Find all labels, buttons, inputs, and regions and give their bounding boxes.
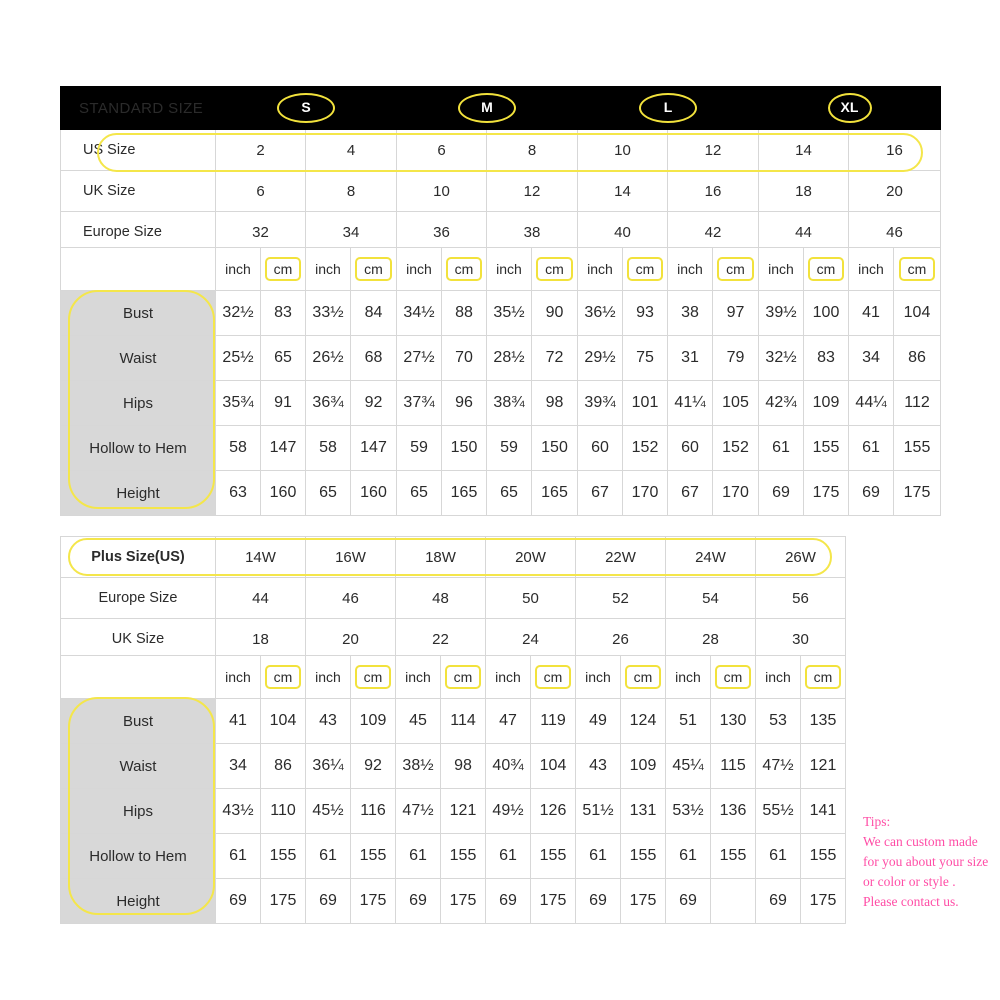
cell-plus-bust-2: 43 [306, 699, 351, 744]
cell-plus-hips-9: 131 [621, 789, 666, 834]
size-badge-cell-s [216, 87, 397, 130]
plus-unit-cm-box-2: cm [445, 665, 482, 689]
plus-unit-cm-3 [531, 656, 576, 699]
plus-measure-label-hips: Hips [61, 789, 216, 834]
cell-plus-uk-0: 18 [216, 619, 306, 660]
plus-measure-label-hollow-to-hem: Hollow to Hem [61, 834, 216, 879]
cell-plus-height-9: 175 [621, 879, 666, 924]
cell-plus-waist-7: 104 [531, 744, 576, 789]
cell-hollow-6: 59 [487, 426, 532, 471]
cell-waist-9: 75 [623, 336, 668, 381]
row-label-plus-uk-size: UK Size [61, 619, 216, 660]
unit-cm-2 [442, 248, 487, 291]
cell-bust-1: 83 [261, 291, 306, 336]
tips-line-0: Tips: [863, 814, 891, 829]
cell-height-5: 165 [442, 471, 487, 516]
cell-bust-7: 90 [532, 291, 578, 336]
cell-hips-13: 109 [804, 381, 849, 426]
cell-plus-bust-6: 47 [486, 699, 531, 744]
unit-cm-3 [532, 248, 578, 291]
cell-plus-uk-3: 24 [486, 619, 576, 660]
cell-hollow-8: 60 [578, 426, 623, 471]
row-label-plus-size-us: Plus Size(US) [61, 537, 216, 578]
cell-uk-size-5: 16 [668, 171, 759, 212]
plus-unit-inch-2: inch [396, 656, 441, 699]
cell-plus-europe-5: 54 [666, 578, 756, 619]
plus-unit-inch-3: inch [486, 656, 531, 699]
unit-cm-6 [804, 248, 849, 291]
cell-plus-size-2: 18W [396, 537, 486, 578]
size-badge-cell-xl [759, 87, 941, 130]
cell-waist-13: 83 [804, 336, 849, 381]
cell-plus-bust-8: 49 [576, 699, 621, 744]
cell-height-4: 65 [397, 471, 442, 516]
cell-plus-waist-4: 38½ [396, 744, 441, 789]
table-row-plus-uk-size [61, 619, 846, 660]
cell-hollow-5: 150 [442, 426, 487, 471]
cell-plus-waist-11: 115 [711, 744, 756, 789]
cell-plus-height-12: 69 [756, 879, 801, 924]
measure-label-hollow-to-hem: Hollow to Hem [61, 426, 216, 471]
unit-inch-4: inch [578, 248, 623, 291]
cell-plus-hollow-5: 155 [441, 834, 486, 879]
cell-hollow-4: 59 [397, 426, 442, 471]
cell-plus-waist-12: 47½ [756, 744, 801, 789]
cell-plus-uk-2: 22 [396, 619, 486, 660]
unit-inch-2: inch [397, 248, 442, 291]
cell-uk-size-7: 20 [849, 171, 941, 212]
unit-cm-box-0: cm [265, 257, 302, 281]
size-badge-s: S [277, 93, 335, 123]
plus-unit-cm-6 [801, 656, 846, 699]
cell-hollow-10: 60 [668, 426, 713, 471]
cell-hips-11: 105 [713, 381, 759, 426]
tips-line-2: for you about your size [863, 854, 989, 869]
unit-cm-box-4: cm [627, 257, 664, 281]
cell-plus-hollow-1: 155 [261, 834, 306, 879]
cell-hollow-13: 155 [804, 426, 849, 471]
cell-plus-hollow-4: 61 [396, 834, 441, 879]
cell-plus-hollow-10: 61 [666, 834, 711, 879]
cell-waist-0: 25½ [216, 336, 261, 381]
cell-bust-6: 35½ [487, 291, 532, 336]
table-row-plus-hollow-to-hem [61, 834, 846, 879]
cell-plus-europe-4: 52 [576, 578, 666, 619]
cell-plus-waist-10: 45¼ [666, 744, 711, 789]
cell-hollow-1: 147 [261, 426, 306, 471]
cell-plus-hips-2: 45½ [306, 789, 351, 834]
cell-plus-uk-4: 26 [576, 619, 666, 660]
cell-height-15: 175 [894, 471, 941, 516]
plus-unit-cm-4 [621, 656, 666, 699]
cell-height-14: 69 [849, 471, 894, 516]
cell-plus-height-8: 69 [576, 879, 621, 924]
table-row-us-size [61, 130, 941, 171]
cell-plus-europe-0: 44 [216, 578, 306, 619]
cell-plus-size-0: 14W [216, 537, 306, 578]
cell-hips-9: 101 [623, 381, 668, 426]
unit-cm-box-7: cm [899, 257, 936, 281]
plus-unit-cm-box-3: cm [535, 665, 572, 689]
cell-us-size-5: 12 [668, 130, 759, 171]
cell-europe-size-1: 34 [306, 212, 397, 253]
cell-us-size-0: 2 [216, 130, 306, 171]
cell-bust-2: 33½ [306, 291, 351, 336]
plus-unit-inch-0: inch [216, 656, 261, 699]
cell-uk-size-6: 18 [759, 171, 849, 212]
cell-hips-2: 36¾ [306, 381, 351, 426]
unit-inch-7: inch [849, 248, 894, 291]
cell-plus-waist-9: 109 [621, 744, 666, 789]
cell-plus-europe-6: 56 [756, 578, 846, 619]
cell-plus-hips-4: 47½ [396, 789, 441, 834]
cell-plus-hollow-2: 61 [306, 834, 351, 879]
cell-plus-hips-5: 121 [441, 789, 486, 834]
plus-measure-label-bust: Bust [61, 699, 216, 744]
cell-waist-12: 32½ [759, 336, 804, 381]
plus-unit-cm-box-5: cm [715, 665, 752, 689]
cell-plus-height-7: 175 [531, 879, 576, 924]
cell-bust-13: 100 [804, 291, 849, 336]
plus-unit-inch-6: inch [756, 656, 801, 699]
unit-cm-box-6: cm [808, 257, 845, 281]
unit-cm-box-2: cm [446, 257, 483, 281]
plus-unit-cm-5 [711, 656, 756, 699]
unit-cm-box-5: cm [717, 257, 754, 281]
cell-height-11: 170 [713, 471, 759, 516]
cell-hips-12: 42¾ [759, 381, 804, 426]
cell-height-13: 175 [804, 471, 849, 516]
cell-plus-hips-11: 136 [711, 789, 756, 834]
cell-plus-waist-8: 43 [576, 744, 621, 789]
cell-plus-height-1: 175 [261, 879, 306, 924]
cell-waist-5: 70 [442, 336, 487, 381]
cell-plus-height-11 [711, 879, 756, 924]
unit-cm-1 [351, 248, 397, 291]
cell-uk-size-3: 12 [487, 171, 578, 212]
cell-europe-size-6: 44 [759, 212, 849, 253]
plus-unit-inch-5: inch [666, 656, 711, 699]
cell-bust-8: 36½ [578, 291, 623, 336]
cell-plus-uk-5: 28 [666, 619, 756, 660]
table-row-plus-height [61, 879, 846, 924]
cell-plus-bust-11: 130 [711, 699, 756, 744]
cell-plus-hollow-6: 61 [486, 834, 531, 879]
cell-hips-15: 112 [894, 381, 941, 426]
cell-plus-hips-6: 49½ [486, 789, 531, 834]
standard-unit-row [61, 248, 941, 291]
cell-height-6: 65 [487, 471, 532, 516]
cell-bust-3: 84 [351, 291, 397, 336]
cell-europe-size-0: 32 [216, 212, 306, 253]
table-row-bust [61, 291, 941, 336]
cell-us-size-7: 16 [849, 130, 941, 171]
plus-unit-cm-1 [351, 656, 396, 699]
cell-plus-size-4: 22W [576, 537, 666, 578]
cell-plus-height-3: 175 [351, 879, 396, 924]
cell-height-12: 69 [759, 471, 804, 516]
cell-europe-size-2: 36 [397, 212, 487, 253]
unit-inch-0: inch [216, 248, 261, 291]
cell-height-1: 160 [261, 471, 306, 516]
cell-hips-10: 41¼ [668, 381, 713, 426]
cell-hips-8: 39¾ [578, 381, 623, 426]
cell-plus-height-5: 175 [441, 879, 486, 924]
cell-bust-0: 32½ [216, 291, 261, 336]
measure-label-hips: Hips [61, 381, 216, 426]
size-badge-m: M [458, 93, 516, 123]
cell-plus-size-1: 16W [306, 537, 396, 578]
unit-cm-box-3: cm [536, 257, 573, 281]
plus-unit-row-label [61, 656, 216, 699]
cell-plus-waist-3: 92 [351, 744, 396, 789]
cell-plus-height-6: 69 [486, 879, 531, 924]
cell-uk-size-4: 14 [578, 171, 668, 212]
cell-plus-height-13: 175 [801, 879, 846, 924]
cell-height-3: 160 [351, 471, 397, 516]
cell-plus-bust-1: 104 [261, 699, 306, 744]
cell-plus-waist-6: 40¾ [486, 744, 531, 789]
cell-plus-height-4: 69 [396, 879, 441, 924]
cell-hollow-9: 152 [623, 426, 668, 471]
tips-note [863, 812, 993, 912]
plus-size-table [60, 536, 846, 660]
cell-waist-7: 72 [532, 336, 578, 381]
cell-plus-hollow-7: 155 [531, 834, 576, 879]
cell-europe-size-5: 42 [668, 212, 759, 253]
size-badge-l: L [639, 93, 697, 123]
cell-plus-bust-4: 45 [396, 699, 441, 744]
cell-waist-4: 27½ [397, 336, 442, 381]
cell-hips-0: 35¾ [216, 381, 261, 426]
table-row-plus-hips [61, 789, 846, 834]
cell-hips-5: 96 [442, 381, 487, 426]
cell-plus-hollow-12: 61 [756, 834, 801, 879]
plus-measure-label-waist: Waist [61, 744, 216, 789]
cell-bust-11: 97 [713, 291, 759, 336]
cell-plus-hips-7: 126 [531, 789, 576, 834]
standard-measurements-table [60, 247, 941, 516]
table-row-uk-size [61, 171, 941, 212]
cell-europe-size-3: 38 [487, 212, 578, 253]
cell-plus-bust-5: 114 [441, 699, 486, 744]
cell-plus-size-6: 26W [756, 537, 846, 578]
cell-plus-bust-7: 119 [531, 699, 576, 744]
cell-plus-hollow-13: 155 [801, 834, 846, 879]
table-row-plus-bust [61, 699, 846, 744]
plus-measure-label-height: Height [61, 879, 216, 924]
table-row-hips [61, 381, 941, 426]
cell-hollow-7: 150 [532, 426, 578, 471]
plus-unit-inch-1: inch [306, 656, 351, 699]
cell-plus-bust-10: 51 [666, 699, 711, 744]
cell-plus-uk-1: 20 [306, 619, 396, 660]
cell-height-8: 67 [578, 471, 623, 516]
cell-hollow-11: 152 [713, 426, 759, 471]
cell-hollow-3: 147 [351, 426, 397, 471]
cell-us-size-2: 6 [397, 130, 487, 171]
plus-unit-cm-box-6: cm [805, 665, 842, 689]
standard-size-table [60, 86, 941, 253]
unit-inch-1: inch [306, 248, 351, 291]
cell-hollow-15: 155 [894, 426, 941, 471]
cell-plus-waist-1: 86 [261, 744, 306, 789]
row-label-uk-size: UK Size [61, 171, 216, 212]
cell-plus-hips-1: 110 [261, 789, 306, 834]
cell-height-9: 170 [623, 471, 668, 516]
cell-plus-hips-10: 53½ [666, 789, 711, 834]
table-row-waist [61, 336, 941, 381]
size-badge-cell-l [578, 87, 759, 130]
unit-cm-4 [623, 248, 668, 291]
cell-bust-4: 34½ [397, 291, 442, 336]
cell-height-0: 63 [216, 471, 261, 516]
cell-europe-size-7: 46 [849, 212, 941, 253]
cell-hollow-12: 61 [759, 426, 804, 471]
cell-waist-8: 29½ [578, 336, 623, 381]
cell-bust-5: 88 [442, 291, 487, 336]
cell-plus-waist-13: 121 [801, 744, 846, 789]
unit-cm-7 [894, 248, 941, 291]
cell-bust-10: 38 [668, 291, 713, 336]
cell-plus-hips-12: 55½ [756, 789, 801, 834]
tips-line-3: or color or style . [863, 874, 956, 889]
cell-plus-height-10: 69 [666, 879, 711, 924]
table-row-height [61, 471, 941, 516]
plus-unit-cm-2 [441, 656, 486, 699]
table-row-plus-europe-size [61, 578, 846, 619]
unit-cm-0 [261, 248, 306, 291]
plus-unit-cm-box-4: cm [625, 665, 662, 689]
measure-label-waist: Waist [61, 336, 216, 381]
cell-hollow-0: 58 [216, 426, 261, 471]
plus-unit-cm-box-1: cm [355, 665, 392, 689]
cell-bust-14: 41 [849, 291, 894, 336]
unit-inch-3: inch [487, 248, 532, 291]
cell-waist-3: 68 [351, 336, 397, 381]
cell-waist-15: 86 [894, 336, 941, 381]
cell-plus-bust-0: 41 [216, 699, 261, 744]
unit-cm-5 [713, 248, 759, 291]
cell-plus-hollow-9: 155 [621, 834, 666, 879]
cell-plus-height-2: 69 [306, 879, 351, 924]
measure-label-height: Height [61, 471, 216, 516]
cell-waist-10: 31 [668, 336, 713, 381]
table-row-hollow-to-hem [61, 426, 941, 471]
cell-bust-12: 39½ [759, 291, 804, 336]
cell-waist-6: 28½ [487, 336, 532, 381]
cell-hips-7: 98 [532, 381, 578, 426]
cell-us-size-1: 4 [306, 130, 397, 171]
unit-cm-box-1: cm [355, 257, 392, 281]
cell-hollow-14: 61 [849, 426, 894, 471]
cell-height-10: 67 [668, 471, 713, 516]
cell-waist-1: 65 [261, 336, 306, 381]
cell-height-2: 65 [306, 471, 351, 516]
cell-hips-3: 92 [351, 381, 397, 426]
cell-plus-hollow-8: 61 [576, 834, 621, 879]
cell-plus-waist-2: 36¼ [306, 744, 351, 789]
cell-us-size-4: 10 [578, 130, 668, 171]
standard-header-row [61, 87, 941, 130]
cell-plus-waist-5: 98 [441, 744, 486, 789]
unit-inch-5: inch [668, 248, 713, 291]
tips-line-1: We can custom made [863, 834, 978, 849]
cell-plus-bust-13: 135 [801, 699, 846, 744]
table-row-plus-size-us [61, 537, 846, 578]
cell-us-size-3: 8 [487, 130, 578, 171]
cell-plus-hips-0: 43½ [216, 789, 261, 834]
cell-waist-2: 26½ [306, 336, 351, 381]
cell-plus-uk-6: 30 [756, 619, 846, 660]
plus-unit-cm-box-0: cm [265, 665, 302, 689]
cell-us-size-6: 14 [759, 130, 849, 171]
cell-uk-size-1: 8 [306, 171, 397, 212]
measure-label-bust: Bust [61, 291, 216, 336]
unit-inch-6: inch [759, 248, 804, 291]
cell-hips-4: 37¾ [397, 381, 442, 426]
cell-plus-size-5: 24W [666, 537, 756, 578]
unit-row-label [61, 248, 216, 291]
cell-plus-europe-2: 48 [396, 578, 486, 619]
cell-hips-6: 38¾ [487, 381, 532, 426]
cell-plus-hips-3: 116 [351, 789, 396, 834]
cell-hips-1: 91 [261, 381, 306, 426]
cell-plus-bust-9: 124 [621, 699, 666, 744]
cell-plus-europe-3: 50 [486, 578, 576, 619]
cell-hollow-2: 58 [306, 426, 351, 471]
cell-plus-europe-1: 46 [306, 578, 396, 619]
cell-plus-waist-0: 34 [216, 744, 261, 789]
cell-waist-11: 79 [713, 336, 759, 381]
cell-plus-hollow-0: 61 [216, 834, 261, 879]
cell-plus-hollow-11: 155 [711, 834, 756, 879]
table-row-plus-waist [61, 744, 846, 789]
row-label-europe-size: Europe Size [61, 212, 216, 253]
plus-unit-inch-4: inch [576, 656, 621, 699]
plus-measurements-table [60, 655, 846, 924]
cell-uk-size-2: 10 [397, 171, 487, 212]
plus-unit-row [61, 656, 846, 699]
cell-bust-15: 104 [894, 291, 941, 336]
cell-bust-9: 93 [623, 291, 668, 336]
cell-plus-size-3: 20W [486, 537, 576, 578]
cell-plus-bust-3: 109 [351, 699, 396, 744]
size-badge-cell-m [397, 87, 578, 130]
cell-plus-hollow-3: 155 [351, 834, 396, 879]
row-label-plus-europe-size: Europe Size [61, 578, 216, 619]
size-badge-xl: XL [828, 93, 872, 123]
plus-unit-cm-0 [261, 656, 306, 699]
cell-plus-hips-13: 141 [801, 789, 846, 834]
cell-plus-bust-12: 53 [756, 699, 801, 744]
tips-line-4: Please contact us. [863, 894, 959, 909]
cell-waist-14: 34 [849, 336, 894, 381]
cell-plus-height-0: 69 [216, 879, 261, 924]
standard-title: STANDARD SIZE [61, 87, 216, 130]
cell-uk-size-0: 6 [216, 171, 306, 212]
cell-plus-hips-8: 51½ [576, 789, 621, 834]
cell-height-7: 165 [532, 471, 578, 516]
row-label-us-size: US Size [61, 130, 216, 171]
cell-europe-size-4: 40 [578, 212, 668, 253]
cell-hips-14: 44¼ [849, 381, 894, 426]
